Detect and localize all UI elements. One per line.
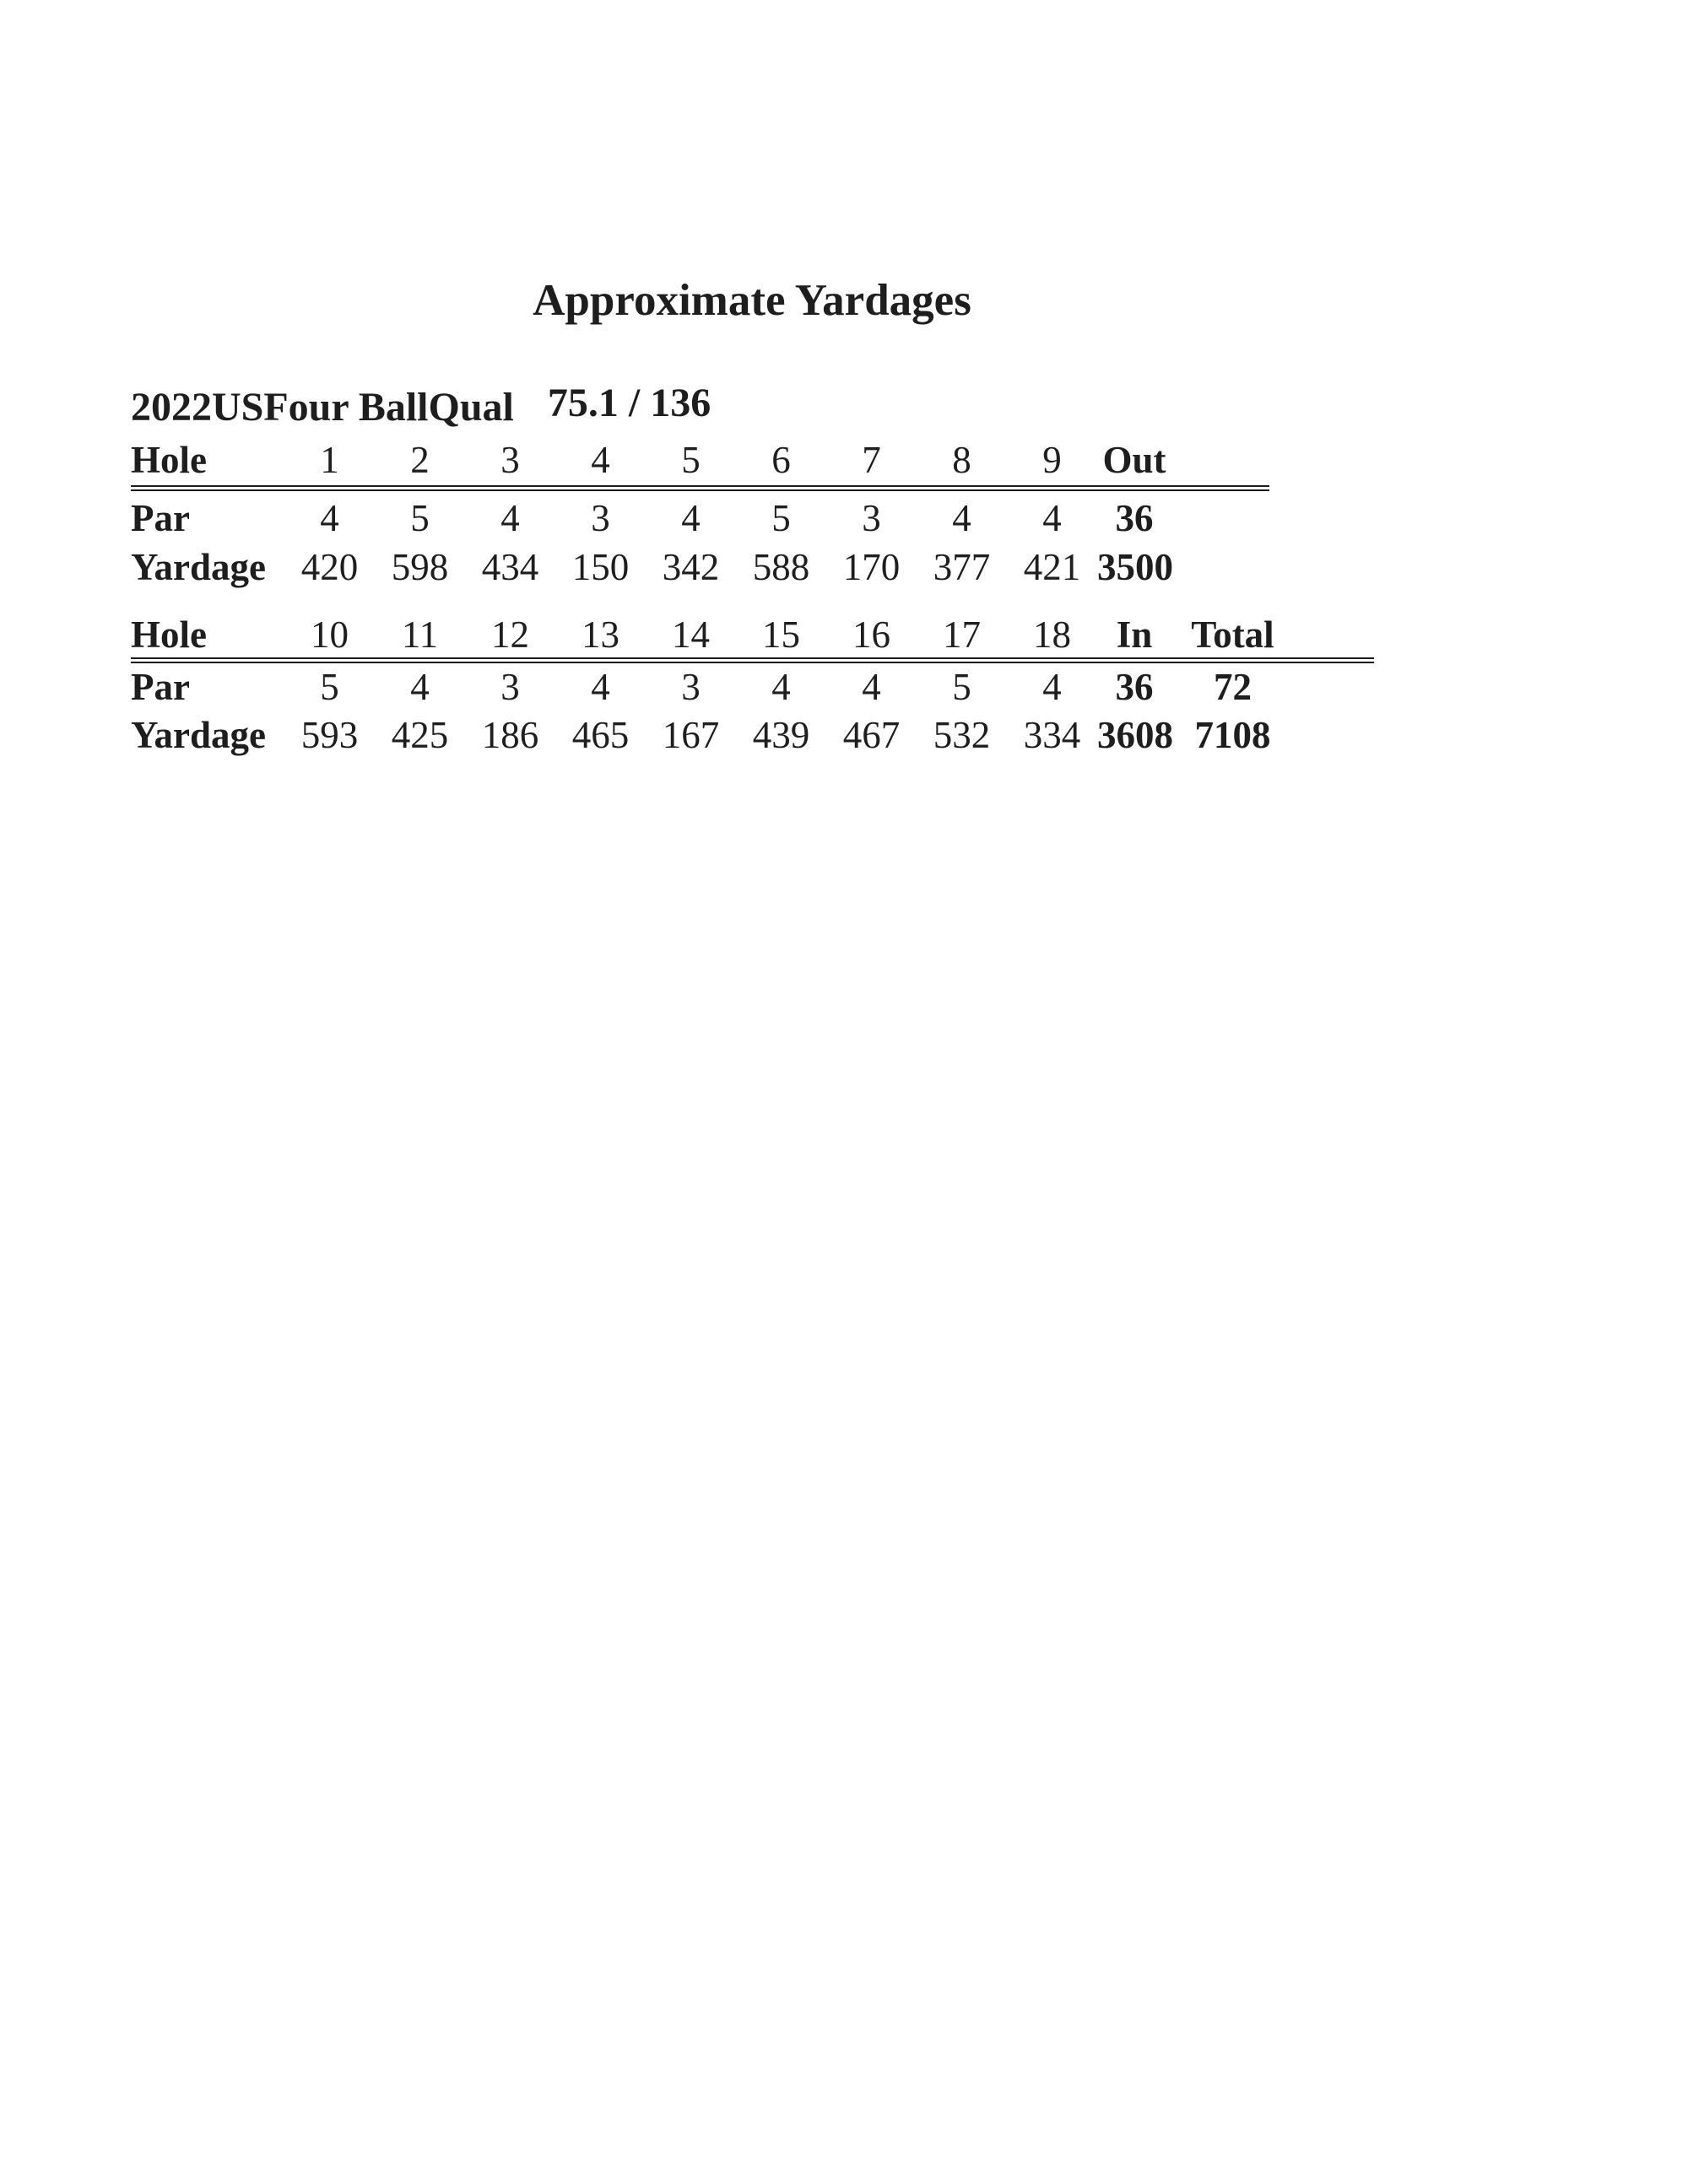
yardage-value: 593 xyxy=(300,714,359,756)
yardage-row-label: Yardage xyxy=(131,714,266,756)
yardage-value: 467 xyxy=(842,714,901,756)
yardage-value: 150 xyxy=(571,546,630,588)
yardage-value: 167 xyxy=(662,714,720,756)
front-nine-yardage-row xyxy=(131,546,1171,588)
par-value: 3 xyxy=(500,666,520,708)
yardage-value: 170 xyxy=(842,546,901,588)
tee-info-line xyxy=(131,381,711,430)
yardage-value: 588 xyxy=(752,546,810,588)
out-par-total: 36 xyxy=(1115,497,1154,539)
hole-row-label: Hole xyxy=(131,439,207,481)
par-value: 4 xyxy=(952,497,971,539)
back-nine-header-rule xyxy=(131,657,1374,663)
hole-number: 11 xyxy=(401,614,439,656)
hole-number: 16 xyxy=(852,614,890,656)
page-title: Approximate Yardages xyxy=(533,276,971,325)
yardage-value: 425 xyxy=(391,714,449,756)
hole-number: 8 xyxy=(952,439,971,481)
hole-number: 1 xyxy=(320,439,339,481)
par-value: 4 xyxy=(1042,666,1062,708)
tee-name: 2022USFour BallQual xyxy=(131,385,514,430)
total-column-header: Total xyxy=(1191,614,1274,656)
in-column-header: In xyxy=(1116,614,1153,656)
back-nine-hole-row xyxy=(131,614,1294,656)
yardage-value: 439 xyxy=(752,714,810,756)
par-value: 4 xyxy=(681,497,701,539)
yardage-value: 342 xyxy=(662,546,720,588)
hole-number: 18 xyxy=(1033,614,1071,656)
yardage-value: 377 xyxy=(933,546,991,588)
par-row-label: Par xyxy=(131,497,190,539)
in-yardage-total: 3608 xyxy=(1097,714,1173,756)
out-yardage-total: 3500 xyxy=(1097,546,1173,588)
hole-number: 9 xyxy=(1042,439,1062,481)
par-value: 4 xyxy=(862,666,881,708)
yardage-value: 334 xyxy=(1023,714,1081,756)
in-par-total: 36 xyxy=(1115,666,1154,708)
hole-number: 14 xyxy=(672,614,710,656)
hole-number: 2 xyxy=(410,439,430,481)
par-value: 5 xyxy=(410,497,430,539)
hole-number: 13 xyxy=(582,614,619,656)
hole-number: 6 xyxy=(771,439,791,481)
par-row-label: Par xyxy=(131,666,190,708)
par-value: 4 xyxy=(320,497,339,539)
yardage-value: 434 xyxy=(481,546,539,588)
par-value: 5 xyxy=(320,666,339,708)
hole-number: 3 xyxy=(500,439,520,481)
front-nine-header-rule xyxy=(131,485,1269,491)
total-yardage: 7108 xyxy=(1194,714,1271,756)
par-value: 4 xyxy=(410,666,430,708)
par-value: 4 xyxy=(591,666,610,708)
yardage-value: 465 xyxy=(571,714,630,756)
hole-number: 15 xyxy=(762,614,800,656)
par-value: 5 xyxy=(771,497,791,539)
front-nine-hole-row xyxy=(131,439,1171,481)
rating-slope: 75.1 / 136 xyxy=(547,381,711,425)
par-value: 4 xyxy=(1042,497,1062,539)
yardage-row-label: Yardage xyxy=(131,546,266,588)
par-value: 5 xyxy=(952,666,971,708)
back-nine-par-row xyxy=(131,666,1294,708)
par-value: 4 xyxy=(500,497,520,539)
hole-number: 12 xyxy=(491,614,529,656)
par-value: 3 xyxy=(591,497,610,539)
yardage-value: 598 xyxy=(391,546,449,588)
hole-number: 5 xyxy=(681,439,701,481)
par-value: 4 xyxy=(771,666,791,708)
yardage-value: 186 xyxy=(481,714,539,756)
yardage-value: 421 xyxy=(1023,546,1081,588)
par-value: 3 xyxy=(862,497,881,539)
out-column-header: Out xyxy=(1102,439,1166,481)
hole-number: 4 xyxy=(591,439,610,481)
yardage-value: 420 xyxy=(300,546,359,588)
hole-row-label: Hole xyxy=(131,614,207,656)
hole-number: 7 xyxy=(862,439,881,481)
total-par: 72 xyxy=(1214,666,1252,708)
hole-number: 17 xyxy=(943,614,981,656)
front-nine-par-row xyxy=(131,497,1171,539)
hole-number: 10 xyxy=(311,614,349,656)
par-value: 3 xyxy=(681,666,701,708)
back-nine-yardage-row xyxy=(131,714,1294,756)
yardage-value: 532 xyxy=(933,714,991,756)
